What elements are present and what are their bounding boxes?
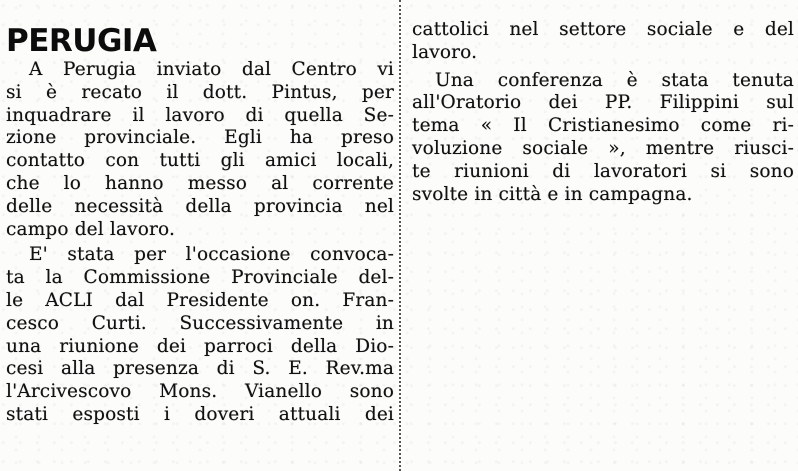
article-headline: PERUGIA (6, 23, 157, 59)
text-line: delle necessità della provincia nel (6, 195, 394, 217)
text-line: E' stata per l'occasione convoca- (29, 244, 394, 266)
text-line: Una conferenza è stata tenuta (435, 69, 794, 91)
text-line: inquadrare il lavoro di quella Se- (6, 104, 394, 126)
text-line: l'Arcivescovo Mons. Vianello sono (6, 381, 394, 403)
text-line: cesi alla presenza di S. E. Rev.ma (6, 358, 394, 380)
text-line: ta la Commissione Provinciale del- (6, 267, 394, 289)
text-line: cesco Curti. Successivamente in (6, 312, 394, 334)
left-paragraph-1 (6, 59, 394, 241)
text-line: una riunione dei parroci della Dio- (6, 335, 394, 357)
text-line: che lo hanno messo al corrente (6, 172, 394, 194)
text-line: zione provinciale. Egli ha preso (6, 127, 394, 149)
left-paragraph-2 (6, 244, 394, 426)
text-line: A Perugia inviato dal Centro vi (29, 59, 394, 80)
column-divider (399, 0, 401, 471)
right-paragraph-2 (412, 70, 794, 207)
text-line: cattolici nel settore sociale e del (412, 19, 794, 40)
text-line: svolte in città e in campagna. (412, 183, 693, 205)
right-column (412, 0, 794, 206)
text-line: si è recato il dott. Pintus, per (6, 81, 394, 103)
text-line: tema « Il Cristianesimo come ri- (412, 115, 794, 137)
text-line: all'Oratorio dei PP. Filippini sul (412, 92, 794, 114)
text-line: lavoro. (412, 41, 478, 63)
text-line: te riunioni di lavoratori si sono (412, 160, 794, 182)
left-column (6, 0, 394, 427)
text-line: le ACLI dal Presidente on. Fran- (6, 289, 394, 311)
text-line: stati esposti i doveri attuali dei (6, 403, 394, 425)
text-line: voluzione sociale », mentre riusci- (412, 137, 794, 159)
text-line: campo del lavoro. (6, 218, 176, 240)
text-line: contatto con tutti gli amici locali, (6, 150, 394, 172)
right-paragraph-1 (412, 19, 794, 65)
